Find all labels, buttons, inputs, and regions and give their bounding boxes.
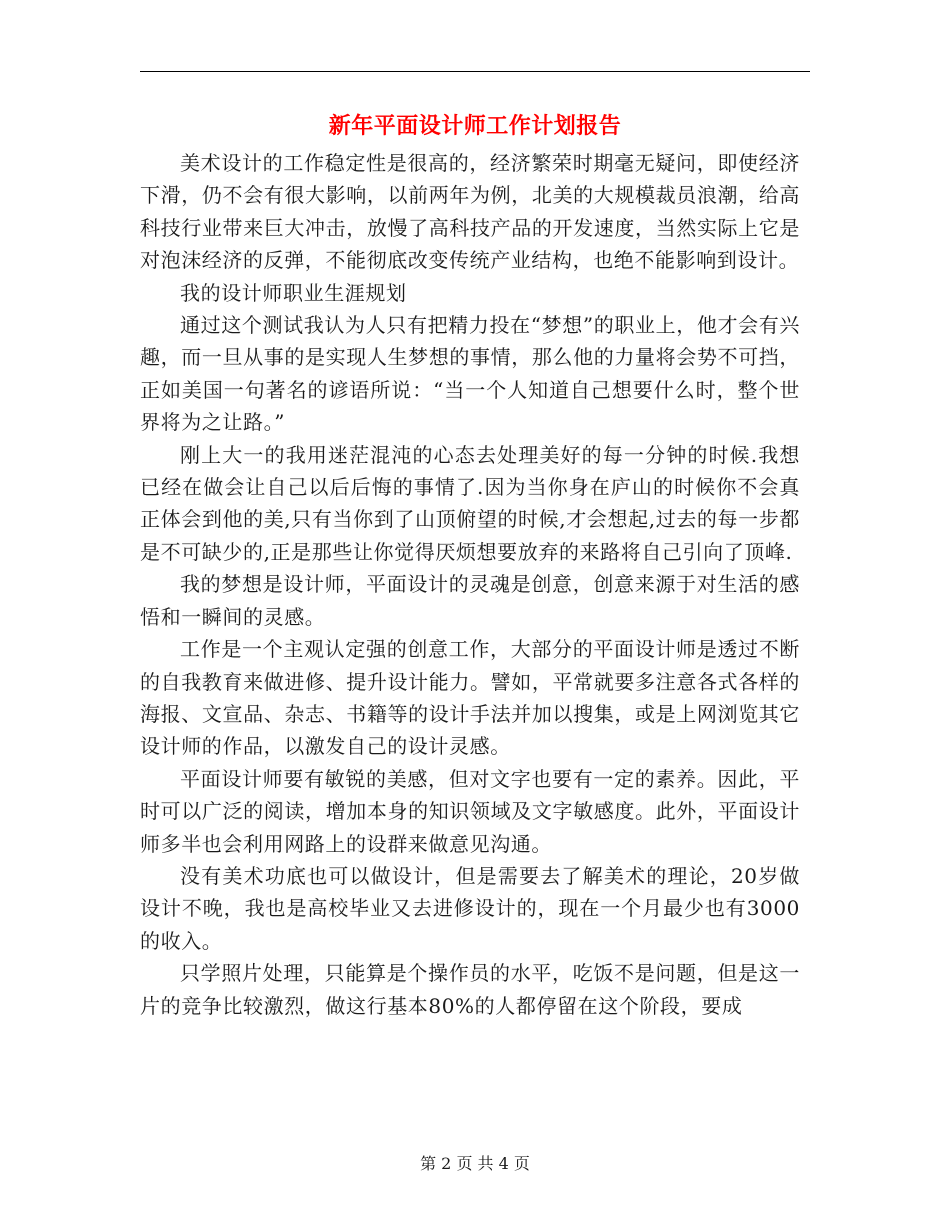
- paragraph-6: 工作是一个主观认定强的创意工作，大部分的平面设计师是透过不断的自我教育来做进修、提升设计能力。譬如，平常就要多注意各式各样的海报、文宣品、杂志、书籍等的设计手法并加以搜集，或是上网浏览其它设计师的作品，以激发自己的设计灵感。: [140, 637, 800, 759]
- paragraph-9: 只学照片处理，只能算是个操作员的水平，吃饭不是问题，但是这一片的竞争比较激烈，做这行基本80%的人都停留在这个阶段，要成: [140, 961, 800, 1018]
- paragraph-3: 通过这个测试我认为人只有把精力投在“梦想”的职业上，他才会有兴趣，而一旦从事的是实现人生梦想的事情，那么他的力量将会势不可挡，正如美国一句著名的谚语所说：“当一个人知道自己想要什么时，整个世界将为之让路。”: [140, 313, 800, 435]
- document-title: 新年平面设计师工作计划报告: [328, 113, 622, 139]
- page-number-label: 第 2 页 共 4 页: [420, 1154, 530, 1173]
- paragraph-7: 平面设计师要有敏锐的美感，但对文字也要有一定的素养。因此，平时可以广泛的阅读，增加本身的知识领域及文字敏感度。此外，平面设计师多半也会利用网路上的设群来做意见沟通。: [140, 766, 800, 856]
- paragraph-1: 美术设计的工作稳定性是很高的，经济繁荣时期毫无疑问，即使经济下滑，仍不会有很大影响，以前两年为例，北美的大规模裁员浪潮，给高科技行业带来巨大冲击，放慢了高科技产品的开发速度，当然实际上它是对泡沫经济的反弹，不能彻底改变传统产业结构，也绝不能影响到设计。: [140, 151, 800, 273]
- header-rule: [140, 71, 810, 72]
- paragraph-2-heading: 我的设计师职业生涯规划: [180, 280, 407, 305]
- page-footer: [140, 1153, 810, 1175]
- paragraph-5: 我的梦想是设计师，平面设计的灵魂是创意，创意来源于对生活的感悟和一瞬间的灵感。: [140, 572, 800, 629]
- document-body: [140, 147, 800, 1022]
- paragraph-4: 刚上大一的我用迷茫混沌的心态去处理美好的每一分钟的时候.我想已经在做会让自己以后后悔的事情了.因为当你身在庐山的时候你不会真正体会到他的美,只有当你到了山顶俯望的时候,才会想起,过去的每一步都是不可缺少的,正是那些让你觉得厌烦想要放弃的来路将自己引向了顶峰.: [140, 442, 800, 564]
- paragraph-8: 没有美术功底也可以做设计，但是需要去了解美术的理论，20岁做设计不晚，我也是高校毕业又去进修设计的，现在一个月最少也有3000的收入。: [140, 863, 800, 953]
